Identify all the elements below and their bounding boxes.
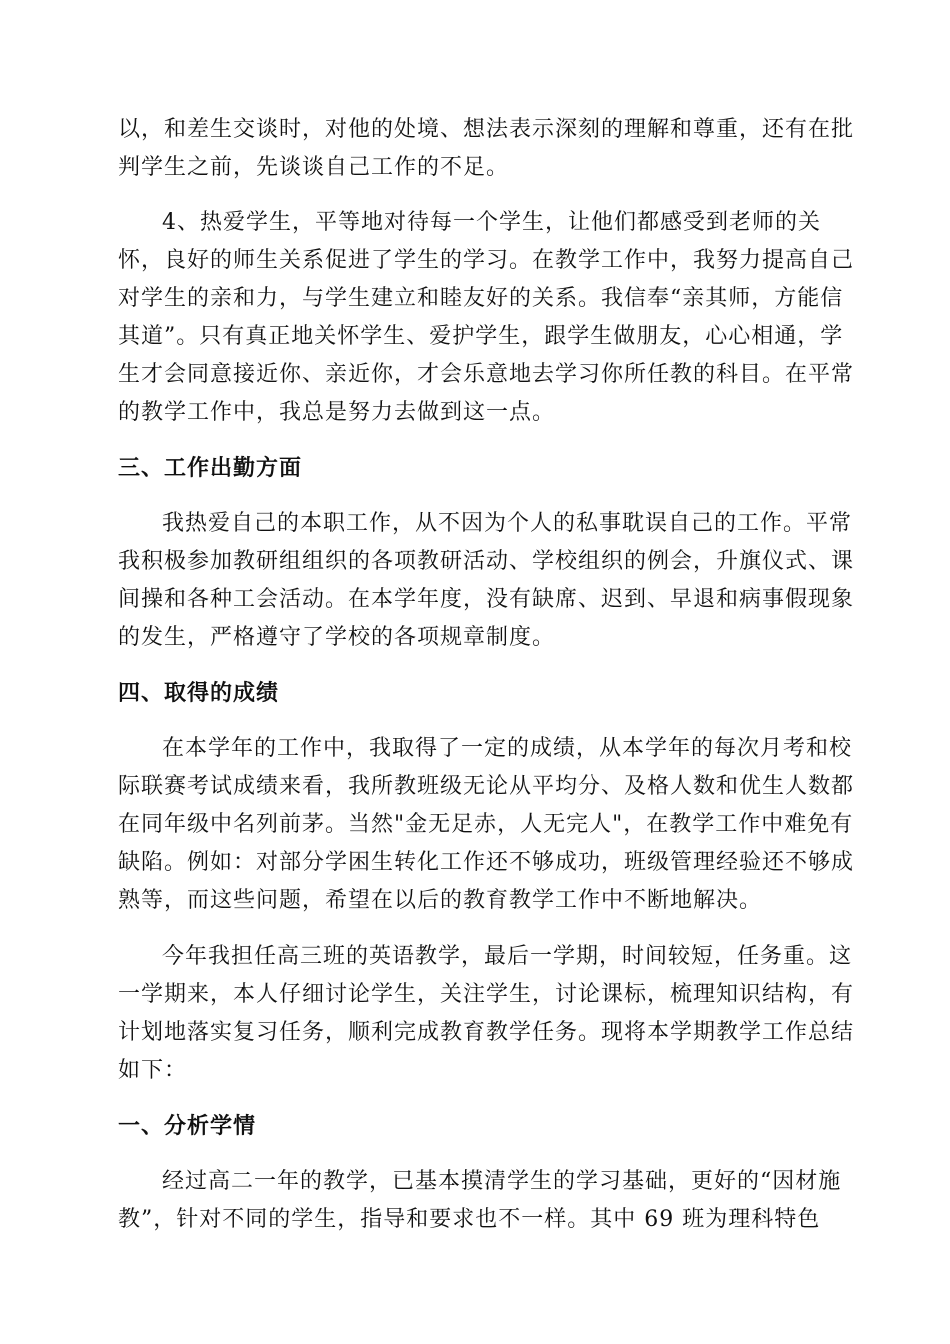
- paragraph-line: 我热爱自己的本职工作，从不因为个人的私事耽误自己的工作。平常: [162, 511, 853, 536]
- paragraph-line: 缺陷。例如：对部分学困生转化工作还不够成功，班级管理经验还不够成: [118, 850, 855, 875]
- paragraph-line: 的教学工作中，我总是努力去做到这一点。: [118, 400, 556, 425]
- paragraph-line: 计划地落实复习任务，顺利完成教育教学任务。现将本学期教学工作总结: [118, 1020, 855, 1045]
- paragraph-line: 4、热爱学生，平等地对待每一个学生，让他们都感受到老师的关: [162, 210, 821, 235]
- paragraph-line: 在本学年的工作中，我取得了一定的成绩，从本学年的每次月考和校: [162, 736, 853, 761]
- paragraph-line: 我积极参加教研组组织的各项教研活动、学校组织的例会，升旗仪式、课: [118, 549, 855, 574]
- paragraph-line: 经过高二一年的教学，已基本摸清学生的学习基础，更好的“因材施: [162, 1169, 842, 1194]
- paragraph-line: 的发生，严格遵守了学校的各项规章制度。: [118, 625, 556, 650]
- paragraph-line: 怀，良好的师生关系促进了学生的学习。在教学工作中，我努力提高自己: [118, 248, 855, 273]
- paragraph-line: 如下：: [118, 1058, 188, 1083]
- paragraph-line: 对学生的亲和力，与学生建立和睦友好的关系。我信奉“亲其师，方能信: [118, 286, 844, 311]
- paragraph-line: 际联赛考试成绩来看，我所教班级无论从平均分、及格人数和优生人数都: [118, 774, 855, 799]
- section-heading-attendance: 三、工作出勤方面: [118, 456, 303, 481]
- paragraph-line: 一学期来，本人仔细讨论学生，关注学生，讨论课标，梳理知识结构，有: [118, 982, 855, 1007]
- paragraph-line: 教”，针对不同的学生，指导和要求也不一样。其中 69 班为理科特色: [118, 1207, 821, 1232]
- paragraph-line: 其道”。只有真正地关怀学生、爱护学生，跟学生做朋友，心心相通，学: [118, 324, 844, 349]
- section-heading-analysis: 一、分析学情: [118, 1114, 257, 1139]
- paragraph-line: 熟等，而这些问题，希望在以后的教育教学工作中不断地解决。: [118, 888, 763, 913]
- section-heading-achievements: 四、取得的成绩: [118, 681, 280, 706]
- paragraph-line: 生才会同意接近你、亲近你，才会乐意地去学习你所任教的科目。在平常: [118, 362, 855, 387]
- paragraph-line: 间操和各种工会活动。在本学年度，没有缺席、迟到、早退和病事假现象: [118, 587, 855, 612]
- paragraph-line: 在同年级中名列前茅。当然"金无足赤，人无完人"，在教学工作中难免有: [118, 812, 854, 837]
- paragraph-line: 判学生之前，先谈谈自己工作的不足。: [118, 155, 510, 180]
- paragraph-line: 以，和差生交谈时，对他的处境、想法表示深刻的理解和尊重，还有在批: [118, 117, 855, 142]
- paragraph-line: 今年我担任高三班的英语教学，最后一学期，时间较短，任务重。这: [162, 944, 853, 969]
